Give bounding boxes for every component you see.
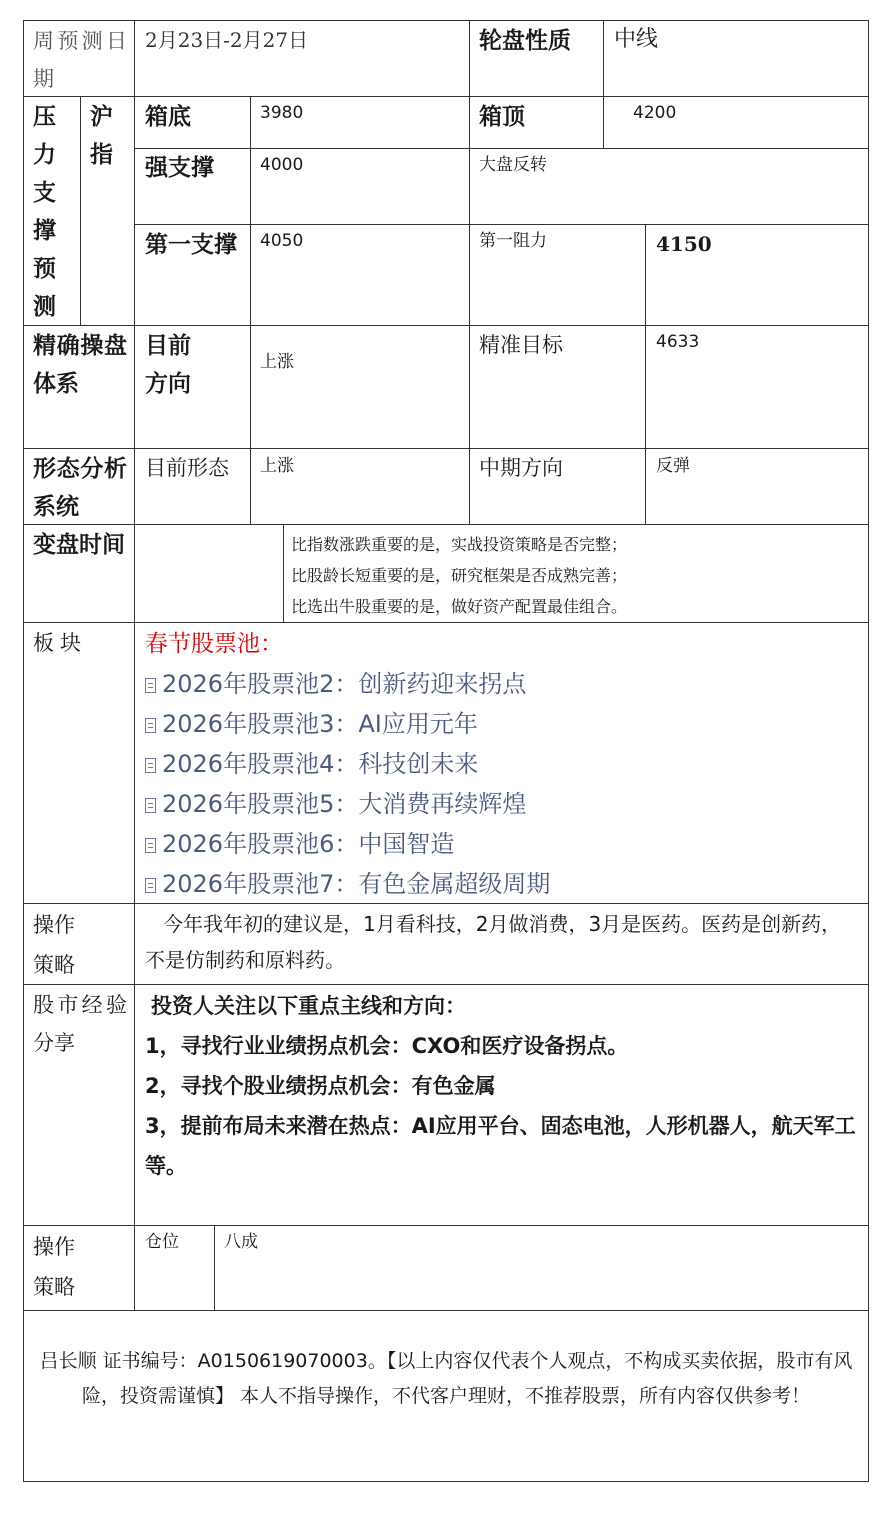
week-forecast-label-text: 周预测日期: [33, 29, 127, 91]
position-value: 八成: [224, 1232, 258, 1252]
pressure-support-label: 压力支撑预测: [33, 104, 56, 320]
first-support-value: 4050: [260, 231, 304, 251]
first-support-label: 第一支撑: [145, 232, 237, 258]
nature-label: 轮盘性质: [479, 28, 571, 54]
experience-point: 3，提前布局未来潜在热点：AI应用平台、固态电池，人形机器人，航天军工等。: [145, 1114, 856, 1178]
pool-link-text[interactable]: 2026年股票池6：中国智造: [162, 830, 455, 858]
mid-direction-value: 反弹: [656, 456, 690, 476]
pool-link-text[interactable]: 2026年股票池4：科技创未来: [162, 750, 479, 778]
turning-time-label: 变盘时间: [33, 532, 125, 558]
experience-point: 2，寻找个股业绩拐点机会：有色金属: [145, 1074, 496, 1098]
direction-value: 上涨: [260, 352, 294, 372]
strong-support-note: 大盘反转: [479, 155, 547, 175]
quote-line: 比选出牛股重要的是，做好资产配置最佳组合。: [291, 597, 628, 616]
target-value: 4633: [656, 332, 700, 352]
pool-link[interactable]: [145, 784, 860, 824]
pool-link[interactable]: [145, 824, 860, 864]
strong-support-label: 强支撑: [145, 155, 214, 181]
box-bottom-label: 箱底: [145, 104, 191, 130]
current-pattern-value: 上涨: [260, 456, 294, 476]
pool-link[interactable]: [145, 744, 860, 784]
position-label: 仓位: [145, 1232, 179, 1252]
pool-link-text[interactable]: 2026年股票池5：大消费再续辉煌: [162, 790, 527, 818]
document-icon: [145, 718, 156, 733]
precision-label: 精确操盘体系: [33, 333, 127, 397]
current-pattern-label: 目前形态: [145, 456, 229, 480]
document-icon: [145, 678, 156, 693]
sector-content: [145, 624, 860, 904]
document-icon: [145, 838, 156, 853]
disclaimer-footer: 吕长顺 证书编号：A0150619070003。【以上内容仅代表个人观点，不构成买卖依据，股市有风险，投资需谨慎】 本人不指导操作，不代客户理财，不推荐股票，所有内容仅供参考！: [39, 1350, 853, 1407]
direction-label: 目前方向: [145, 333, 191, 397]
experience-content: [145, 986, 863, 1186]
turning-time-quotes: [291, 529, 861, 622]
week-forecast-dates: 2月23日-2月27日: [145, 28, 309, 52]
nature-value: 中线: [614, 27, 659, 52]
quote-line: 比股龄长短重要的是，研究框架是否成熟完善；: [291, 566, 628, 585]
pattern-label: 形态分析系统: [33, 456, 127, 520]
first-resistance-value: 4150: [656, 232, 712, 256]
pool-link-text[interactable]: 2026年股票池7：有色金属超级周期: [162, 870, 551, 898]
pool-link[interactable]: [145, 864, 860, 904]
spring-pool-title: 春节股票池：: [145, 631, 283, 657]
document-icon: [145, 878, 156, 893]
document-icon: [145, 798, 156, 813]
pool-link-text[interactable]: 2026年股票池2：创新药迎来拐点: [162, 670, 527, 698]
mid-direction-label: 中期方向: [479, 456, 563, 480]
box-top-value: 4200: [633, 103, 677, 123]
strategy-label: 操作策略: [33, 913, 75, 977]
position-strategy-label: 操作策略: [33, 1235, 75, 1299]
first-resistance-label: 第一阻力: [479, 231, 547, 251]
box-bottom-value: 3980: [260, 103, 304, 123]
index-label: 沪指: [90, 104, 113, 168]
experience-label: 股市经验分享: [33, 993, 127, 1055]
document-icon: [145, 758, 156, 773]
box-top-label: 箱顶: [479, 104, 525, 130]
strategy-text: 今年我年初的建议是，1月看科技，2月做消费，3月是医药。医药是创新药，不是仿制药和原料药。: [145, 912, 842, 972]
quote-line: 比指数涨跌重要的是，实战投资策略是否完整；: [291, 535, 628, 554]
week-forecast-label: [33, 22, 127, 98]
target-label: 精准目标: [479, 333, 563, 357]
sector-label: 板块: [33, 631, 87, 655]
strong-support-value: 4000: [260, 155, 304, 175]
pool-link[interactable]: [145, 704, 860, 744]
experience-heading: 投资人关注以下重点主线和方向：: [151, 994, 466, 1018]
experience-point: 1，寻找行业业绩拐点机会：CXO和医疗设备拐点。: [145, 1034, 629, 1058]
pool-link[interactable]: [145, 664, 860, 704]
pool-link-text[interactable]: 2026年股票池3：AI应用元年: [162, 710, 478, 738]
